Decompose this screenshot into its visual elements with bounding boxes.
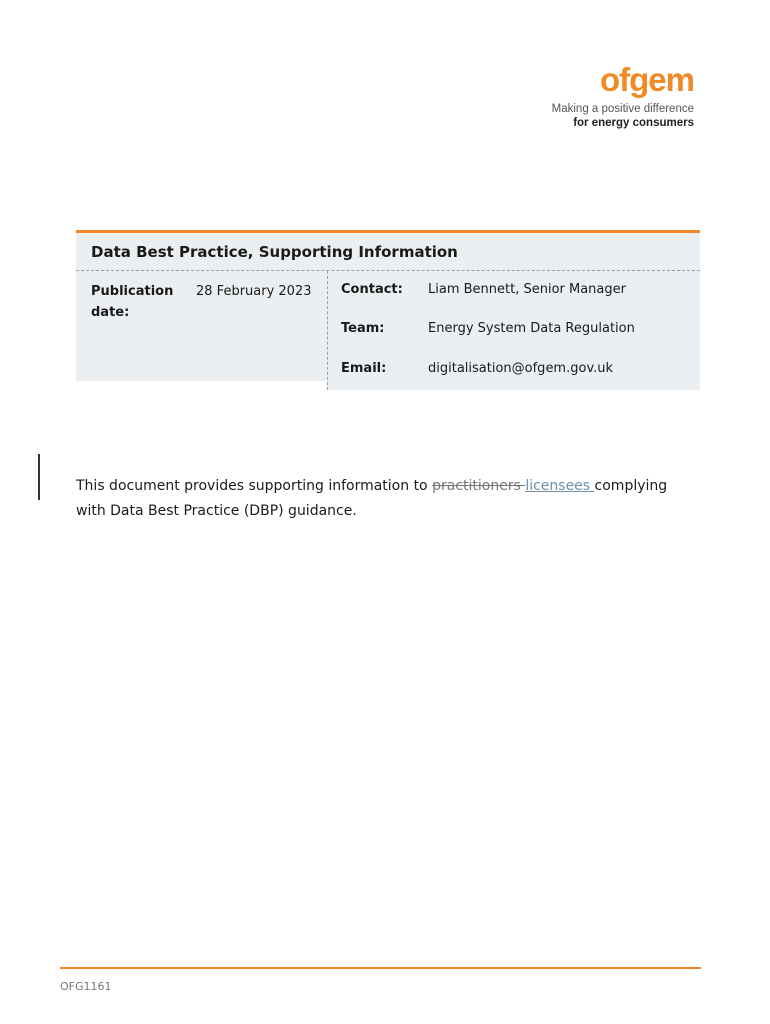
intro-paragraph: [76, 474, 696, 524]
contact-cell: [327, 271, 700, 390]
logo-tagline-line1: Making a positive difference: [551, 103, 694, 115]
publication-date-value: 28 February 2023: [196, 284, 312, 299]
email-label: Email:: [341, 361, 387, 376]
document-reference-code: OFG1161: [60, 980, 112, 993]
document-title: Data Best Practice, Supporting Information: [91, 242, 458, 261]
contact-value: Liam Bennett, Senior Manager: [428, 282, 626, 297]
tracked-insertion: licensees: [525, 478, 595, 494]
revision-change-bar: [38, 454, 40, 500]
tracked-deletion: practitioners: [432, 478, 526, 494]
info-box-body: [76, 271, 700, 390]
team-label: Team:: [341, 321, 385, 336]
email-row: [341, 361, 613, 376]
publication-cell: [76, 271, 327, 381]
logo-tagline-line2: for energy consumers: [573, 117, 694, 129]
intro-text-end: complying with Data Best Practice (DBP) guidance.: [76, 478, 668, 519]
contact-label: Contact:: [341, 282, 403, 297]
document-info-box: [76, 230, 700, 390]
ofgem-logo: [552, 62, 694, 130]
intro-text-start: This document provides supporting information to: [76, 478, 433, 494]
team-row: [341, 321, 635, 336]
logo-wordmark: ofgem: [600, 61, 694, 98]
email-link[interactable]: digitalisation@ofgem.gov.uk: [428, 361, 614, 376]
team-value: Energy System Data Regulation: [428, 321, 635, 336]
publication-date-label: Publication date:: [91, 284, 174, 320]
footer-rule: [60, 967, 701, 969]
info-box-header: [76, 233, 700, 271]
contact-row: [341, 282, 626, 297]
